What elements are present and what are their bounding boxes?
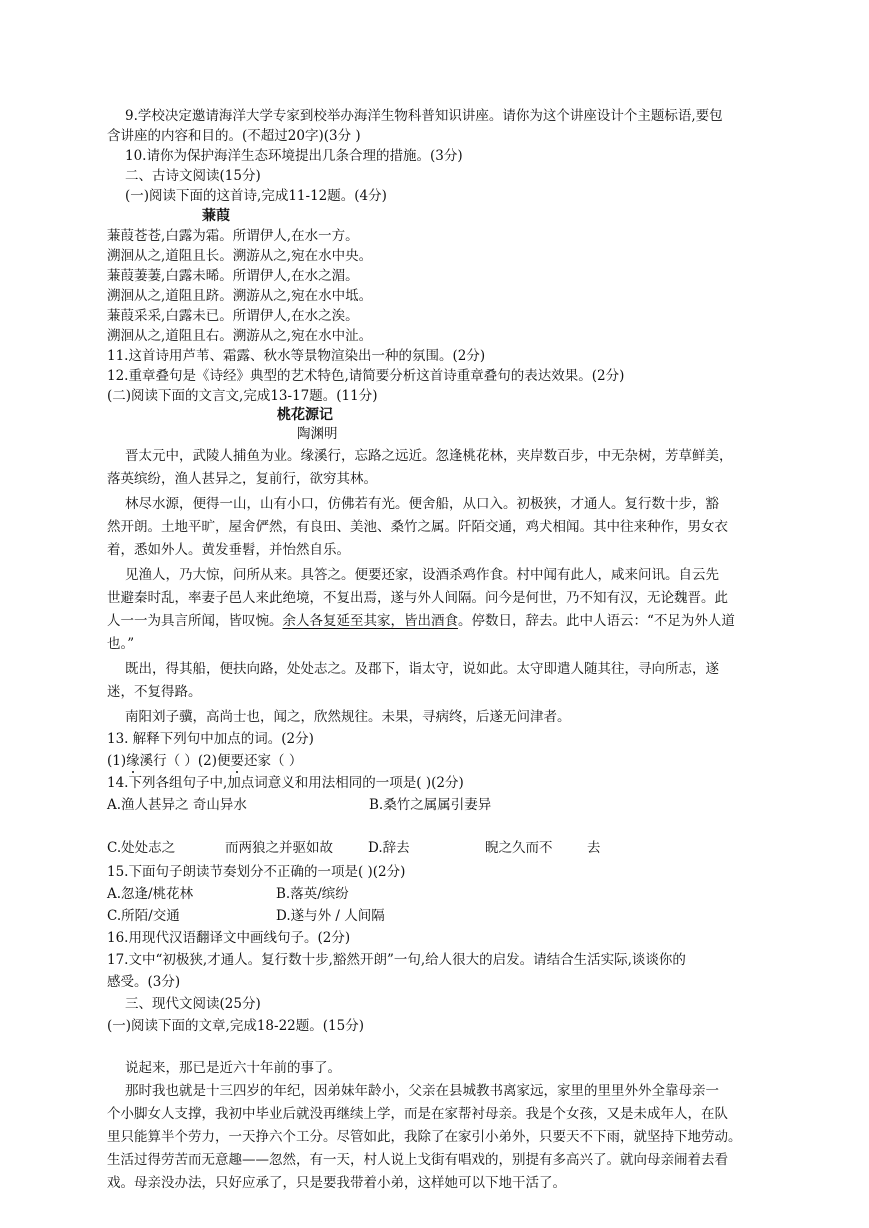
q11: 11.这首诗用芦苇、霜露、秋水等景物渲染出一种的氛围。(2分) [107,348,486,364]
prose-line: 也。” [107,636,135,652]
poem-line: 溯洄从之,道阻且右。溯游从之,宛在水中沚。 [107,328,373,344]
q16: 16.用现代汉语翻译文中画线句子。(2分) [107,930,351,946]
part-3-instruction: (一)阅读下面的文章,完成18-22题。(15分) [107,1018,364,1034]
q13-blank-2: 还家（ ） [244,753,303,769]
q14-option-d2: 睨之久而不 [485,840,553,856]
prose-line [107,611,797,631]
poem-line: 溯洄从之,道阻且长。溯游从之,宛在水中央。 [107,248,373,264]
prose-line: 然开朗。土地平旷，屋舍俨然，有良田、美池、桑竹之属。阡陌交通，鸡犬相闻。其中往来种作，男女衣 [107,519,728,535]
prose-title: 桃花源记 [277,407,333,423]
prose-text: 人一一为具言所闻，皆叹惋。 [107,613,283,629]
q13-blank-1: 溪行（ ）(2)便 [139,753,231,769]
part-2-instruction: (二)阅读下面的文言文,完成13-17题。(11分) [107,388,378,404]
q10: 10.请你为保护海洋生态环境提出几条合理的措施。(3分) [125,148,463,164]
essay-line: 戏。母亲没办法，只好应承了，只是要我带着小弟，这样她可以下地干活了。 [107,1175,566,1191]
q9-line2: 含讲座的内容和目的。(不超过20字)(3分 ) [107,128,361,144]
q12: 12.重章叠句是《诗经》典型的艺术特色,请简要分析这首诗重章叠句的表达效果。(2分) [107,368,625,384]
poem-line: 蒹葭苍苍,白露为霜。所谓伊人,在水一方。 [107,228,359,244]
q14-option-d1: D.辞去 [368,840,410,856]
q17-line2: 感受。(3分) [107,974,181,990]
dotted-word: 缘 [126,753,140,769]
prose-line: 见渔人，乃大惊，问所从来。具答之。便要还家，设酒杀鸡作食。村中闻有此人，咸来问讯。自云先 [125,567,719,583]
q15-row-2 [107,906,797,926]
poem-title: 蒹葭 [202,208,230,224]
prose-line: 落英缤纷，渔人甚异之，复前行，欲穷其林。 [107,471,377,487]
prose-line: 南阳刘子骥，高尚士也，闻之，欣然规往。未果，寻病终，后遂无问津者。 [125,709,571,725]
q15-option-a: A.忽逢/桃花林 [107,886,194,902]
prose-line: 着，悉如外人。黄发垂髫，并怡然自乐。 [107,542,350,558]
q13-stem: 13. 解释下列句中加点的词。(2分) [107,731,314,747]
prose-line: 林尽水源，便得一山，山有小口，仿佛若有光。便舍船，从口入。初极狭，才通人。复行数十步，豁 [125,496,719,512]
prose-line: 迷，不复得路。 [107,684,202,700]
prose-line: 世避秦时乱，率妻子邑人来此绝境，不复出焉，遂与外人间隔。问今是何世，乃不知有汉，无论魏晋。此 [107,590,728,606]
essay-line: 说起来，那已是近六十年前的事了。 [125,1060,341,1076]
section-3-heading: 三、现代文阅读(25分) [125,996,261,1012]
q14-option-a: A.渔人甚异之 奇山异水 [107,797,247,813]
part-1-instruction: (一)阅读下面的这首诗,完成11-12题。(4分) [125,188,387,204]
q15-option-b: B.落英/缤纷 [276,886,349,902]
q14-stem: 14.下列各组句子中,加点词意义和用法相同的一项是( )(2分) [107,775,464,791]
q15-option-c: C.所陌/交通 [107,908,180,924]
q14-row-1 [107,795,797,815]
essay-line: 个小脚女人支撑，我初中毕业后就没再继续上学，而是在家帮衬母亲。我是个女孩，又是未成年人，在队 [107,1106,728,1122]
essay-line: 那时我也就是十三四岁的年纪，因弟妹年龄小，父亲在县城教书离家远，家里的里里外外全靠母亲一 [125,1083,719,1099]
q14-option-d3: 去 [587,840,601,856]
essay-line: 里只能算半个劳力，一天挣六个工分。尽管如此，我除了在家引小弟外，只要天不下雨，就坚持下地劳动。 [107,1129,742,1145]
poem-line: 溯洄从之,道阻且跻。溯游从之,宛在水中坻。 [107,288,373,304]
underlined-sentence: 余人各复延至其家，皆出酒食 [282,613,458,629]
q17-line1: 17.文中“初极狭,才通人。复行数十步,豁然开朗”一句,给人很大的启发。请结合生活实际,谈谈你的 [107,952,686,968]
q15-stem: 15.下面句子朗读节奏划分不正确的一项是( )(2分) [107,864,406,880]
q9-line1: 9.学校决定邀请海洋大学专家到校举办海洋生物科普知识讲座。请你为这个讲座设计个主题标语,要包 [125,108,723,124]
q14-option-c1: C.处处志之 [107,840,176,856]
poem-line: 蒹葭采采,白露未已。所谓伊人,在水之涘。 [107,308,359,324]
essay-line: 生活过得劳苦而无意趣——忽然，有一天，村人说上戈街有唱戏的，别提有多高兴了。就向母亲闹着去看 [107,1152,728,1168]
q15-row-1 [107,884,797,904]
prose-text: 。停数日，辞去。此中人语云：“不足为外人道 [458,613,735,629]
q15-option-d: D.遂与外 / 人间隔 [276,908,385,924]
q14-option-c2: 而两狼之并驱如故 [225,840,333,856]
q14-option-b: B.桑竹之属属引妻异 [369,797,492,813]
prose-line: 晋太元中，武陵人捕鱼为业。缘溪行，忘路之远近。忽逢桃花林，夹岸数百步，中无杂树，芳草鲜美， [125,448,733,464]
poem-line: 蒹葭萋萋,白露未晞。所谓伊人,在水之湄。 [107,268,359,284]
prose-line: 既出，得其船，便扶向路，处处志之。及郡下，诣太守，说如此。太守即遣人随其往，寻向所志，遂 [125,661,719,677]
section-2-heading: 二、古诗文阅读(15分) [125,168,261,184]
prose-author: 陶渊明 [297,426,338,442]
q14-row-2 [107,838,797,858]
dotted-word: 要 [230,753,245,769]
q13-items: (1)缘溪行（ ）(2)便要还家（ ） [107,753,303,769]
